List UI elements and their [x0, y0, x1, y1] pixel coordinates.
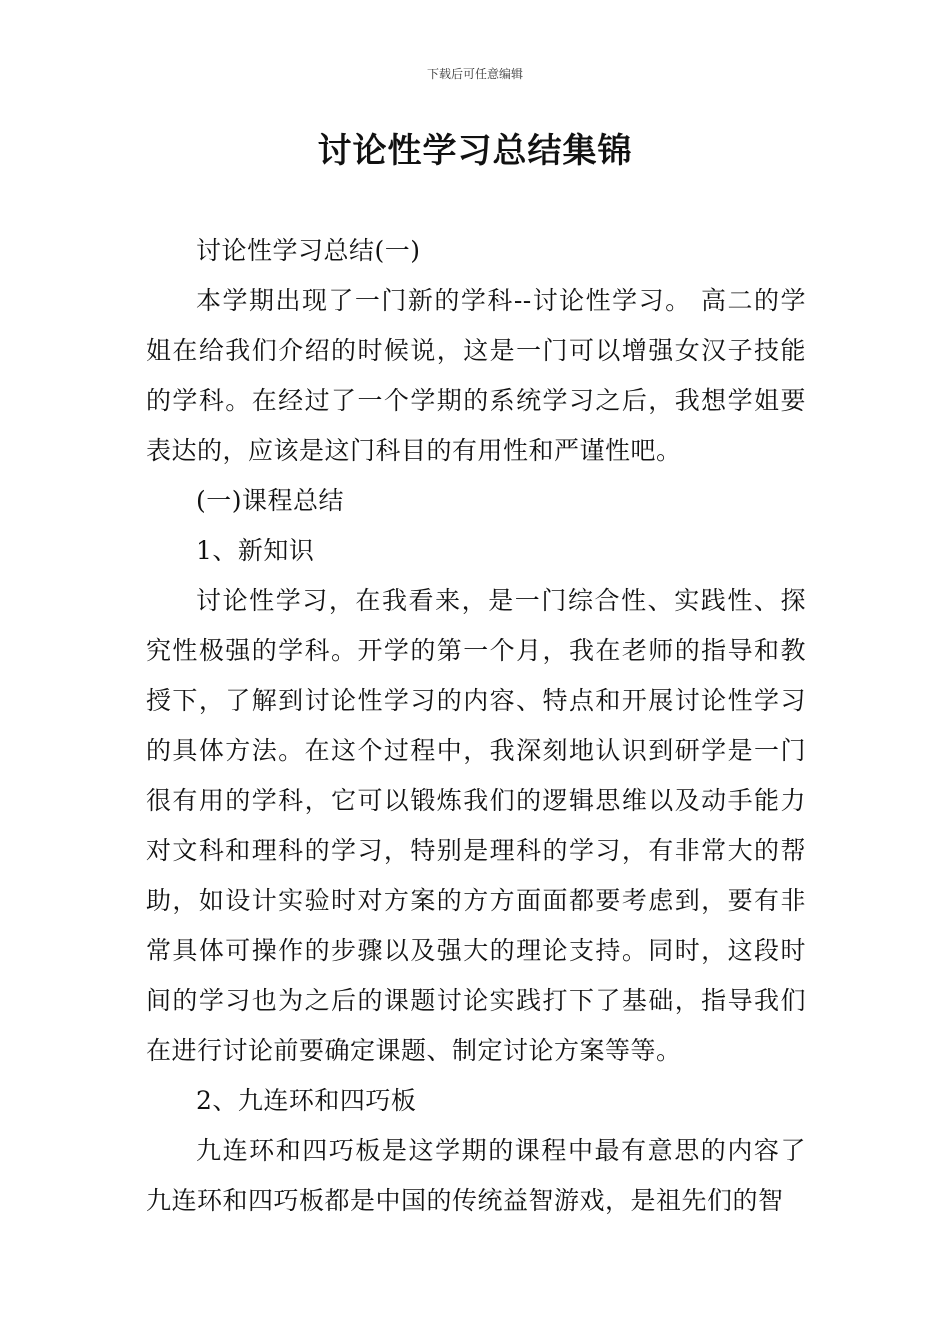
paragraph: 讨论性学习，在我看来，是一门综合性、实践性、探究性极强的学科。开学的第一个月，我在老师的指导和教授下，了解到讨论性学习的内容、特点和开展讨论性学习的具体方法。在这个过程中，我深刻地认识到研学是一门很有用的学科，它可以锻炼我们的逻辑思维以及动手能力对文科和理科的学习，特别是理科的学习，有非常大的帮助，如设计实验时对方案的方方面面都要考虑到，要有非常具体可操作的步骤以及强大的理论支持。同时，这段时间的学习也为之后的课题讨论实践打下了基础，指导我们在进行讨论前要确定课题、制定讨论方案等等。: [146, 586, 806, 1065]
section-heading: 讨论性学习总结(一): [196, 236, 421, 265]
subsection-heading: (一)课程总结: [196, 486, 345, 515]
list-heading: 1、新知识: [196, 536, 315, 565]
paragraph: 九连环和四巧板是这学期的课程中最有意思的内容了九连环和四巧板都是中国的传统益智游戏，是祖先们的智: [146, 1136, 806, 1215]
paragraph: 本学期出现了一门新的学科--讨论性学习。 高二的学姐在给我们介绍的时候说，这是一门可以增强女汉子技能的学科。在经过了一个学期的系统学习之后，我想学姐要表达的，应该是这门科目的有用性和严谨性吧。: [146, 286, 806, 465]
document-title: 讨论性学习总结集锦: [317, 131, 633, 171]
list-heading: 2、九连环和四巧板: [196, 1086, 417, 1115]
header-note: 下载后可任意编辑: [426, 67, 523, 81]
document-body: [146, 226, 806, 1226]
